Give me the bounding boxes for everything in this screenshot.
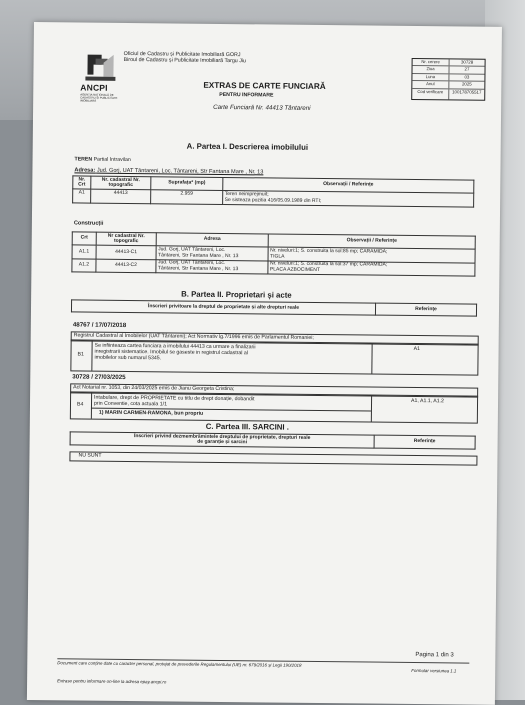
section-a-heading: A. Partea I. Descrierea imobilului: [186, 141, 309, 152]
logo-text: ANCPI: [80, 82, 108, 93]
constructii-table: Crt Nr cadastral Nr. topografic Adresa Observații / Referințe A1.1 44413-C1 Jud. Gorj, UAT Tântareni, Loc. Tântareni, Str Fantana Mare , Nr. 13 Nr. niveluri:1; S. construita la sol:85 mp; CARAMIDA; TIGLA A1.2 44413-C2 Jud. Gorj, UAT Tântareni, Loc. Tântareni, Str Fantana Mare , Nr. 13 Nr. niveluri:1; S. construita la sol:37 mp; CARAMIDA; PLACA AZBOCIMENT: [71, 231, 475, 276]
entry2-id: 30728 / 27/03/2025: [72, 373, 126, 381]
table-row: A1.1 44413-C1 Jud. Gorj, UAT Tântareni, Loc. Tântareni, Str Fantana Mare , Nr. 13 Nr. niveluri:1; S. construita la sol:85 mp; CARAMIDA; TIGLA: [72, 245, 475, 263]
logo-subtext: AGENȚIA NAȚIONALĂ DE CADASTRU ȘI PUBLICITATE IMOBILIARĂ: [80, 92, 118, 104]
registration-row: Ziua 27: [412, 66, 484, 74]
registration-row: Luna 03: [412, 74, 484, 82]
page-number: Pagina 1 din 3: [415, 652, 454, 659]
online-extract-note: Extrase pentru informare on-line la adresa epay.ancpi.ro: [57, 678, 167, 685]
entry2-act-box: Act Notarial nr. 1053, din 24/03/2025 emis de Jianu Georgeta Cristina;: [70, 383, 478, 397]
owner-name: 1) MARIN CARMEN-RAMONA, bun propriu: [98, 409, 204, 417]
document-page: [27, 22, 502, 705]
sarcini-value-box: NU SUNT: [69, 451, 477, 465]
registration-box: [411, 58, 485, 100]
entry1-act-box: Registrul Cadastral al Imobilelor (UAT Tântareni); Act Normativ lg.7/1996 emis de Parlamentul Romaniei;: [71, 331, 479, 345]
document-subtitle: PENTRU INFORMARE: [219, 91, 274, 99]
ancpi-logo-icon: [79, 50, 121, 86]
table-row: A1.2 44413-C2 Jud. Gorj, UAT Tântareni, Loc. Tântareni, Str Fantana Mare , Nr. 13 Nr. niveluri:1; S. construita la sol:37 mp; CARAMIDA; PLACA AZBOCIMENT: [72, 259, 475, 277]
entry-b1: B1 Se infiinteaza cartea funciara a imobilului 44413 ca urmare a finalizarii inregistrarii sistematice. Imobilul se gaseste in registrul cadastral al imobilelor sub numarul 5345. A1: [70, 339, 478, 375]
section-b-heading: B. Partea II. Proprietari și acte: [181, 289, 292, 300]
section-c-heading: C. Partea III. SARCINI .: [205, 421, 290, 432]
privacy-disclaimer: Document care conține date cu caracter personal, protejat de prevederile Regulamentului (UE) nr. 679/2016 și Legii 190/2018: [57, 660, 302, 668]
col-observatii: Observații / Referințe: [223, 177, 474, 193]
form-version: Formular versiunea 1.1: [411, 667, 457, 674]
proprietari-header-table: Înscrieri privitoare la dreptul de proprietate și alte drepturi reale Referințe: [71, 299, 477, 316]
document-title: EXTRAS DE CARTE FUNCIARĂ: [203, 80, 326, 92]
office-name: Oficiul de Cadastru și Publicitate Imobiliară GORJ Biroul de Cadastru și Publicitate Imobiliară Targu Jiu: [123, 50, 247, 65]
teren-table: [72, 175, 474, 207]
col-suprafata: Suprafața* (mp): [151, 177, 223, 191]
registration-row: Nr. cerere 30728: [413, 59, 485, 67]
registration-row: Cod verificare 100178705517: [412, 89, 484, 100]
teren-line: TEREN Partial Intravilan: [74, 156, 131, 164]
registration-row: Anul 2025: [412, 81, 484, 89]
col-nr-cadastral: Nr. cadastral Nr. topografic: [91, 176, 151, 190]
entry1-id: 48767 / 17/07/2018: [72, 321, 127, 329]
carte-funciara-number: Carte Funciară Nr. 44413 Tântareni: [213, 103, 311, 112]
constructii-label: Construcții: [73, 220, 104, 227]
entry-b4: B4 Intabulare, drept de PROPRIETATE cu titlu de drept donație, dobandit prin Conventie, cota actuala 1/1 1) MARIN CARMEN-RAMONA, bun propriu A1, A1.1, A1.2: [70, 391, 478, 423]
col-nr-crt: Nr. Crt: [73, 176, 91, 190]
sarcini-table: Înscrieri privind dezmembrămintele dreptului de proprietate, drepturi reale de garanție și sarcini Referințe: [70, 431, 476, 450]
table-row: A1 44413 2.959 Teren neimprejmuit; Se sisteaza pozitia 416/05.09.1989 din RTI;: [73, 189, 474, 207]
adresa-line: Adresa: Jud. Gorj, UAT Tântareni, Loc. Tântareni, Str Fantana Mare , Nr. 13: [74, 167, 264, 176]
